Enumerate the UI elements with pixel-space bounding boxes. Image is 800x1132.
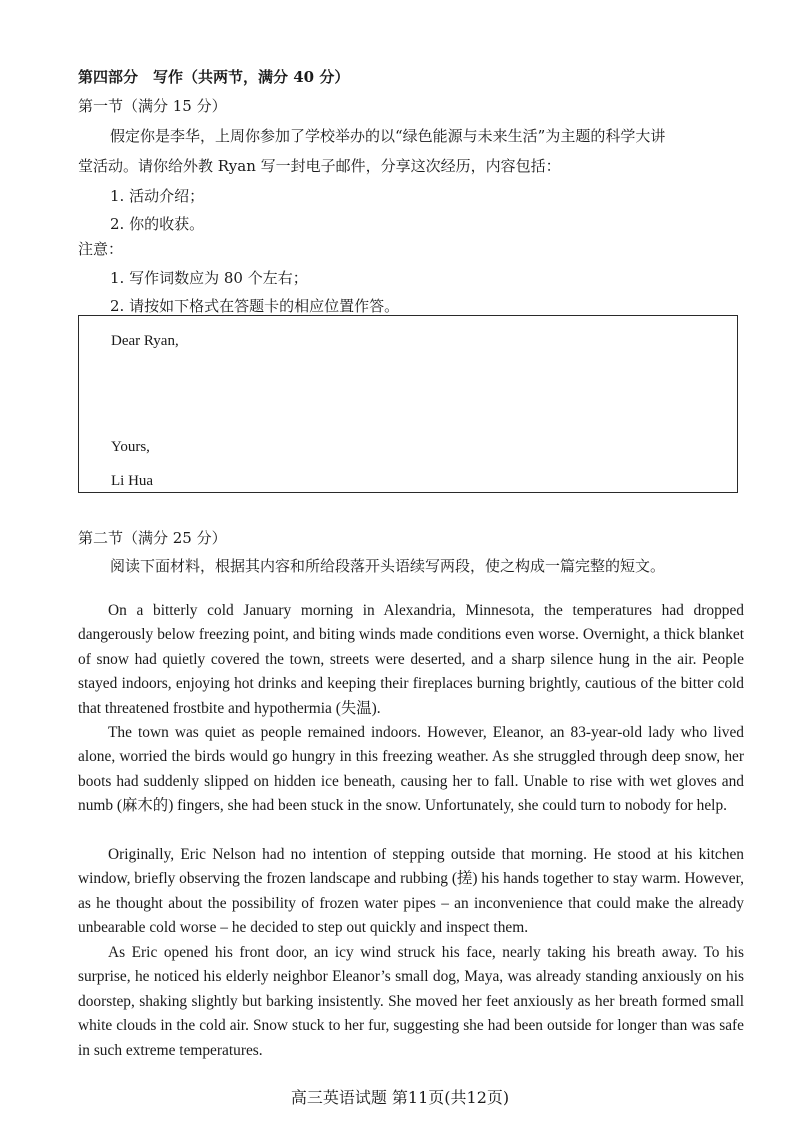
note-label: 注意： [78, 240, 124, 258]
note-item-1: 1. 写作词数应为 80 个左右； [110, 269, 308, 287]
prompt-line-2: 堂活动。请你给外教 Ryan 写一封电子邮件，分享这次经历，内容包括： [78, 157, 561, 175]
section1-heading: 第一节（满分 15 分） [78, 97, 227, 115]
story-paragraph-3: Originally, Eric Nelson had no intention of stepping outside that morning. He stood at his kitchen window, briefly observing the frozen landscape and rubbing (搓) his hands together to stay warm. However, as he thought about the possibility of frozen water pipes – an inconvenience that could make the already unbearable cold worse – he decided to step out quickly and inspect them. [78, 846, 744, 937]
prompt-line-1: 假定你是李华，上周你参加了学校举办的以“绿色能源与未来生活”为主题的科学大讲 [110, 127, 666, 145]
content-item-1: 1. 活动介绍； [110, 187, 205, 205]
page-footer: 高三英语试题 第11页(共12页) [290, 1088, 510, 1107]
section2-heading: 第二节（满分 25 分） [78, 529, 227, 547]
story-paragraph-4: As Eric opened his front door, an icy wind struck his face, nearly taking his breath away. To his surprise, he noticed his elderly neighbor Eleanor’s small dog, Maya, was already standing anxiously on his doorstep, shaking slightly but barking insistently. She moved her feet anxiously as her breath formed small white clouds in the cold air. Snow stuck to her fur, suggesting she had been outside for longer than was safe in such extreme temperatures. [78, 944, 744, 1059]
letter-greeting: Dear Ryan, [111, 333, 179, 349]
part-title: 第四部分 写作（共两节，满分 40 分） [78, 68, 350, 86]
section2-instruction: 阅读下面材料，根据其内容和所给段落开头语续写两段，使之构成一篇完整的短文。 [110, 557, 666, 575]
answer-format-box [78, 315, 738, 493]
letter-signature: Li Hua [111, 473, 154, 489]
note-item-2: 2. 请按如下格式在答题卡的相应位置作答。 [110, 297, 400, 315]
content-item-2: 2. 你的收获。 [110, 215, 205, 233]
letter-closing: Yours, [111, 439, 150, 455]
story-paragraph-1: On a bitterly cold January morning in Alexandria, Minnesota, the temperatures had dropped dangerously below freezing point, and biting winds made conditions even worse. Overnight, a thick blanket of snow had quietly covered the town, streets were deserted, and a sharp silence hung in the air. People stayed indoors, enjoying hot drinks and keeping their fireplaces burning brightly, cautious of the bitter cold that threatened frostbite and hypothermia (失温). [78, 602, 744, 717]
story-paragraph-2: The town was quiet as people remained indoors. However, Eleanor, an 83-year-old lady who lived alone, worried the birds would go hungry in this freezing weather. As she struggled through deep snow, her boots had suddenly slipped on hidden ice beneath, causing her to fall. Unable to rise with wet gloves and numb (麻木的) fingers, she had been stuck in the snow. Unfortunately, she could turn to nobody for help. [78, 724, 744, 815]
